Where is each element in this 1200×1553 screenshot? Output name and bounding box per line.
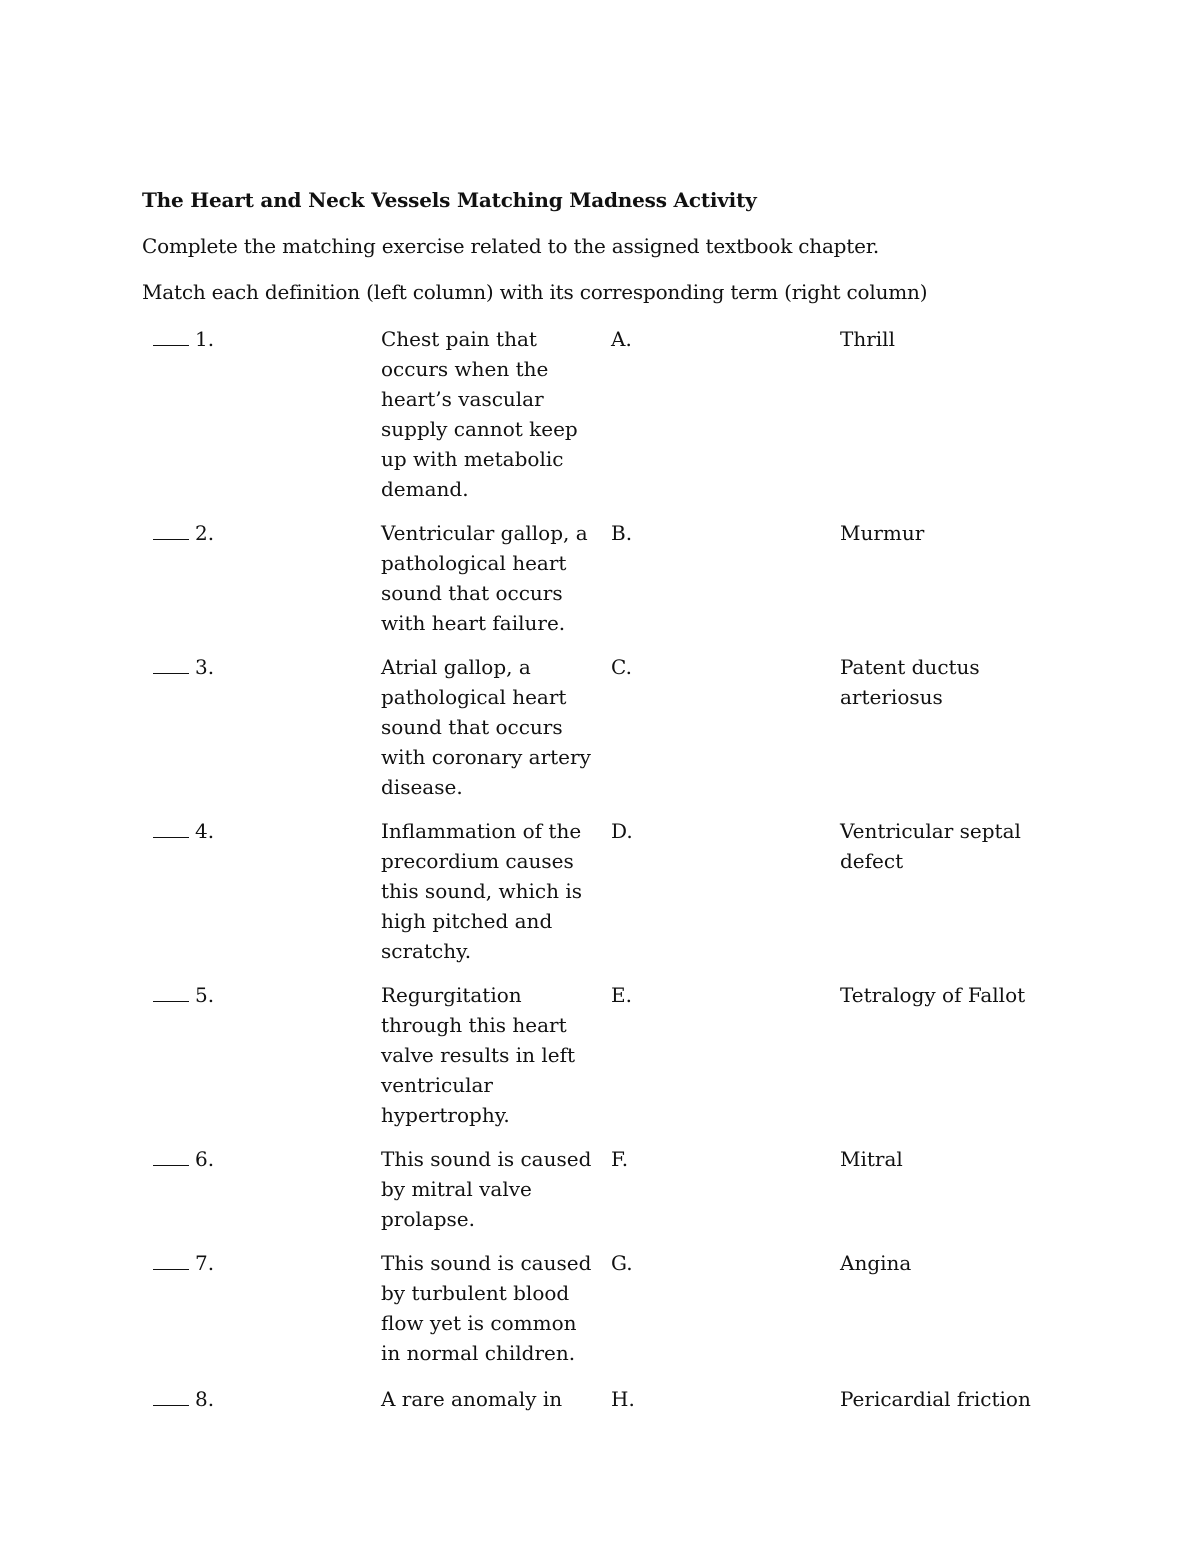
item-number: 6. <box>195 1147 215 1171</box>
answer-slot[interactable] <box>153 1384 214 1414</box>
page-title: The Heart and Neck Vessels Matching Madness Activity <box>142 188 757 212</box>
term-letter: B. <box>611 521 633 545</box>
answer-slot[interactable] <box>153 816 214 846</box>
term-text: Thrill <box>840 327 895 351</box>
definition-text: A rare anomaly in <box>381 1387 563 1411</box>
answer-slot[interactable] <box>153 1248 214 1278</box>
term-letter: F. <box>611 1147 629 1171</box>
definition-text: Ventricular gallop, a pathological heart sound that occurs with heart failure. <box>381 521 588 635</box>
matching-table <box>0 324 1200 1424</box>
item-number: 8. <box>195 1387 215 1411</box>
term-letter: G. <box>611 1251 633 1275</box>
definition-text: Inflammation of the precordium causes this sound, which is high pitched and scratchy. <box>381 819 583 963</box>
item-number: 1. <box>195 327 215 351</box>
answer-slot[interactable] <box>153 980 214 1010</box>
term-letter: C. <box>611 655 632 679</box>
item-number: 5. <box>195 983 215 1007</box>
definition-text: Atrial gallop, a pathological heart sound that occurs with coronary artery disease. <box>381 655 591 799</box>
item-number: 3. <box>195 655 215 679</box>
item-number: 7. <box>195 1251 215 1275</box>
term-text: Angina <box>840 1251 912 1275</box>
term-text: Tetralogy of Fallot <box>840 983 1026 1007</box>
term-letter: A. <box>611 327 632 351</box>
answer-slot[interactable] <box>153 324 214 354</box>
answer-blank[interactable] <box>153 981 189 1002</box>
item-number: 4. <box>195 819 215 843</box>
definition-text: Regurgitation through this heart valve results in left ventricular hypertrophy. <box>381 983 576 1127</box>
instruction-line-1: Complete the matching exercise related to the assigned textbook chapter. <box>142 234 880 258</box>
matching-row <box>0 324 1200 518</box>
matching-row <box>0 1384 1200 1424</box>
definition-text: Chest pain that occurs when the heart’s vascular supply cannot keep up with metabolic demand. <box>381 327 578 501</box>
term-text: Pericardial friction <box>840 1387 1031 1411</box>
term-text: Mitral <box>840 1147 903 1171</box>
answer-blank[interactable] <box>153 519 189 540</box>
answer-slot[interactable] <box>153 518 214 548</box>
answer-blank[interactable] <box>153 653 189 674</box>
definition-text: This sound is caused by turbulent blood flow yet is common in normal children. <box>381 1251 592 1365</box>
term-letter: E. <box>611 983 632 1007</box>
definition-text: This sound is caused by mitral valve prolapse. <box>381 1147 592 1231</box>
answer-slot[interactable] <box>153 1144 214 1174</box>
term-text: Ventricular septal defect <box>840 819 1021 873</box>
answer-blank[interactable] <box>153 817 189 838</box>
term-text: Patent ductus arteriosus <box>840 655 980 709</box>
answer-blank[interactable] <box>153 1249 189 1270</box>
matching-row <box>0 1248 1200 1384</box>
term-text: Murmur <box>840 521 925 545</box>
matching-row <box>0 1144 1200 1248</box>
answer-blank[interactable] <box>153 325 189 346</box>
matching-row <box>0 980 1200 1144</box>
answer-blank[interactable] <box>153 1145 189 1166</box>
answer-slot[interactable] <box>153 652 214 682</box>
matching-row <box>0 518 1200 652</box>
term-letter: H. <box>611 1387 635 1411</box>
matching-row <box>0 652 1200 816</box>
term-letter: D. <box>611 819 633 843</box>
answer-blank[interactable] <box>153 1385 189 1406</box>
matching-row <box>0 816 1200 980</box>
instruction-line-2: Match each definition (left column) with its corresponding term (right column) <box>142 280 928 304</box>
item-number: 2. <box>195 521 215 545</box>
